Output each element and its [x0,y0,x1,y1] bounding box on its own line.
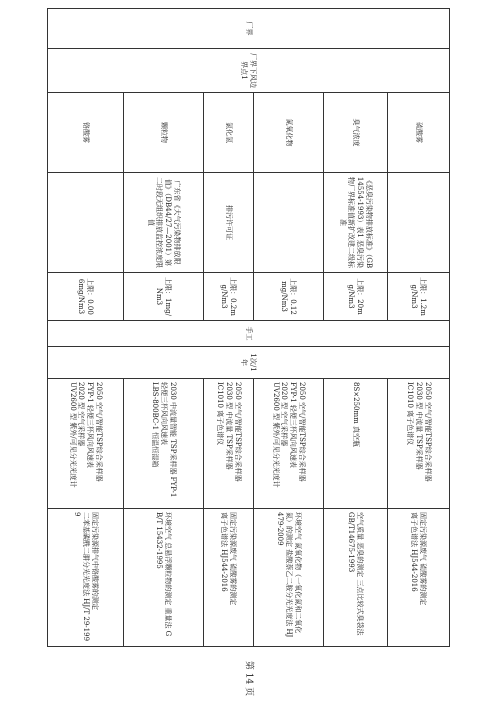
analysis-cell: 固定污染源废气 硫酸雾的测定 离子色谱法 HJ544-2016 [388,509,450,647]
standard-cell [48,173,124,273]
limit-cell: 上限：1.2mg/Nm3 [388,273,450,321]
standard-cell [254,173,324,273]
item-cell: 氯化氢 [204,93,254,173]
equipment-cell: 8S×250mm 真空瓶 [324,379,388,509]
standard-cell [388,173,450,273]
permit-cell: 排污许可证 [204,173,254,273]
item-cell: 臭气浓度 [324,93,388,173]
analysis-cell: 固定污染源废气 硫酸雾的测定 离子色谱法 HJ544-2016 [204,509,254,647]
item-cell: 硫酸雾 [388,93,450,173]
type-cell: 厂界 [48,9,450,49]
standard-cell: 广东省《大气污染物排放限值》（DB44/27—2001）第二时段无组织排放监控浓度限值 [124,173,204,273]
limit-cell: 上限：0.12mg/Nm3 [254,273,324,321]
item-cell: 颗粒物 [124,93,204,173]
item-cell: 铬酸雾 [48,93,124,173]
standard-cell: 《恶臭污染物排放标准》（GB 14554-1993）表1 恶臭污染物厂界标准值新扩改建二级标准 [324,173,388,273]
table-row [388,9,450,647]
equipment-cell: 2030 中流量智能 TSP采样器 FYP-1 轻便三杯风向风速表 LBS-800BC-1 恒温恒湿箱 [124,379,204,509]
equipment-cell: 2050 空气/智能TSP综合采样器 FYP-1 轻便三杯风向风速表 2020 型 空气采样器 UV2600 型 紫外/可见分光光度计 [254,379,324,509]
page-number: 第 14 页 [243,660,254,697]
limit-cell: 上限：1mg/Nm3 [124,273,204,321]
limit-cell: 上限：0.006mg/Nm3 [48,273,124,321]
analysis-cell: 固定污染源排气中铬酸雾的测定 二苯基碳酰二肼分光光度法 HJ/T 29-1999 [48,509,124,647]
freq-cell: 1次/1年 [48,347,450,379]
limit-cell: 上限：0.2mg/Nm3 [204,273,254,321]
rotated-table-wrapper [48,8,450,646]
rotated-table [48,8,450,646]
monitoring-table [47,8,450,647]
site-cell: 厂界下风边界点1 [48,49,450,93]
method-cell: 手工 [48,321,450,347]
equipment-cell: 2050 空气/智能TSP综合采样器 FYP-1 轻便三杯风向风速表 2020 型 空气采样器 UV2600 型 紫外/可见分光光度计 [48,379,124,509]
equipment-cell: 2050 空气/智能TSP综合采样器 2030 型 中流量 TSP采样器 IC1010 离子色谱仪 [388,379,450,509]
analysis-cell: 环境空气 总悬浮颗粒物的测定 重量法 GB/T 15432-1995 [124,509,204,647]
limit-cell: 上限：20mg/Nm3 [324,273,388,321]
equipment-cell: 2050 空气/智能TSP综合采样器 2030 型 中流量 TSP采样器 IC1010 离子色谱仪 [204,379,254,509]
analysis-cell: 空气质量 恶臭的测定 三点比较式臭袋法 GB/T14675-1993 [324,509,388,647]
analysis-cell: 环境空气 氮氧化物（一氧化氮和二氧化氮）的测定 盐酸萘乙二胺分光光度法 HJ 479-2009 [254,509,324,647]
item-cell: 氮氧化物 [254,93,324,173]
